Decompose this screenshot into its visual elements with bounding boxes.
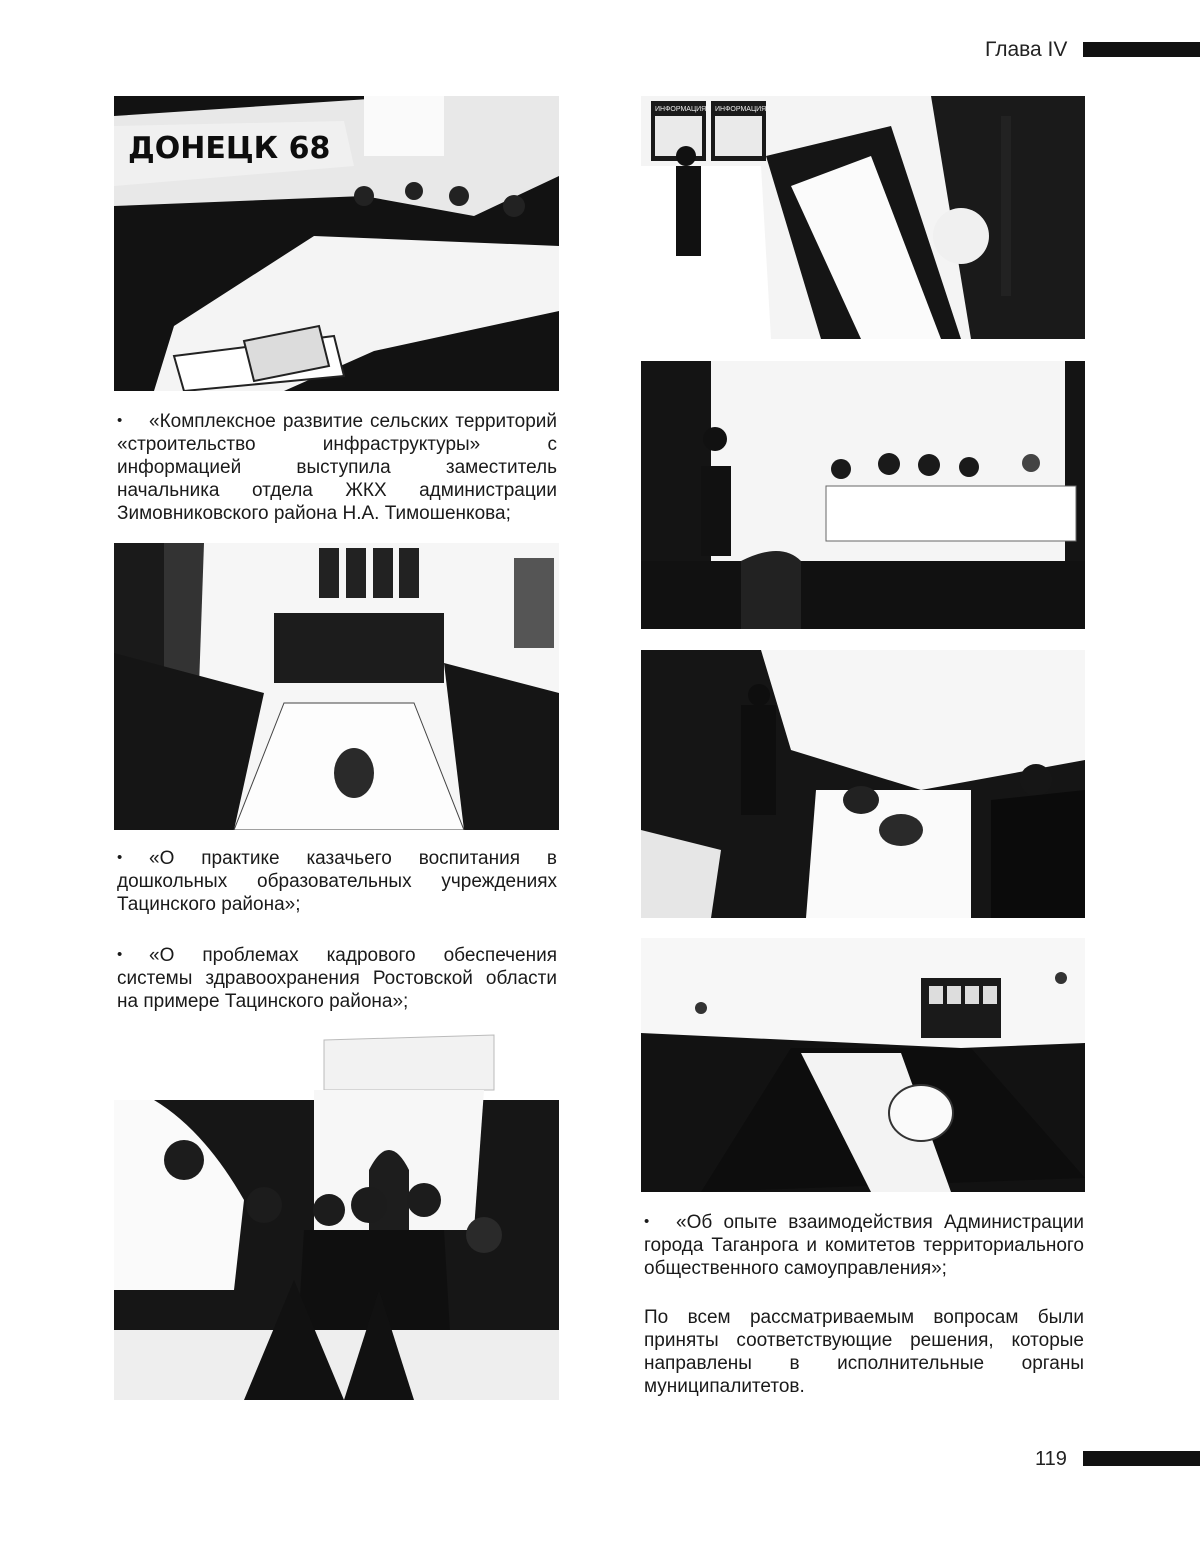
left-bullet-3 (117, 943, 557, 1013)
bullet-mark: • (644, 1213, 650, 1230)
photo-info-room (641, 96, 1085, 339)
photo-school-hall-meeting (114, 543, 559, 830)
banner-text: ДОНЕЦК 68 (128, 131, 331, 166)
header-bar (1083, 42, 1200, 57)
sign-right-text: ИНФОРМАЦИЯ (715, 106, 767, 113)
left-bullet-1 (117, 409, 557, 525)
left-bullet-2 (117, 846, 557, 916)
footer-bar (1083, 1451, 1200, 1466)
right-bullet-1-text: «Об опыте взаимодействия Администрации города Таганрога и комитетов территориального общественного самоуправления»; (644, 1212, 1084, 1279)
chapter-label: Глава IV (985, 38, 1068, 61)
bullet-mark: • (117, 946, 123, 963)
sign-left-text: ИНФОРМАЦИЯ (655, 106, 707, 113)
closing-paragraph: По всем рассматриваемым вопросам были приняты соответствующие решения, которые направлены в исполнительные органы муниципалитетов. (644, 1307, 1084, 1397)
page-number: 119 (1035, 1448, 1067, 1470)
bullet-mark: • (117, 849, 123, 866)
left-bullet-2-text: «О практике казачьего воспитания в дошкольных образовательных учреждениях Тацинского района»; (117, 848, 557, 915)
photo-officials-at-table (641, 650, 1085, 918)
right-bullet-1 (644, 1210, 1084, 1280)
left-bullet-3-text: «О проблемах кадрового обеспечения системы здравоохранения Ростовской области на примере Тацинского района»; (117, 945, 557, 1012)
photo-hall-with-gallery (641, 938, 1085, 1192)
photo-stage-presentation (641, 361, 1085, 629)
photo-group-outside-building (114, 1030, 559, 1400)
bullet-mark: • (117, 412, 123, 429)
left-bullet-1-text: «Комплексное развитие сельских территорий «строительство инфраструктуры» с информацией выступила заместитель начальника отдела ЖКХ администрации Зимовниковского района Н.А. Тимошенкова; (117, 411, 557, 524)
photo-donetsk-meeting (114, 96, 559, 391)
